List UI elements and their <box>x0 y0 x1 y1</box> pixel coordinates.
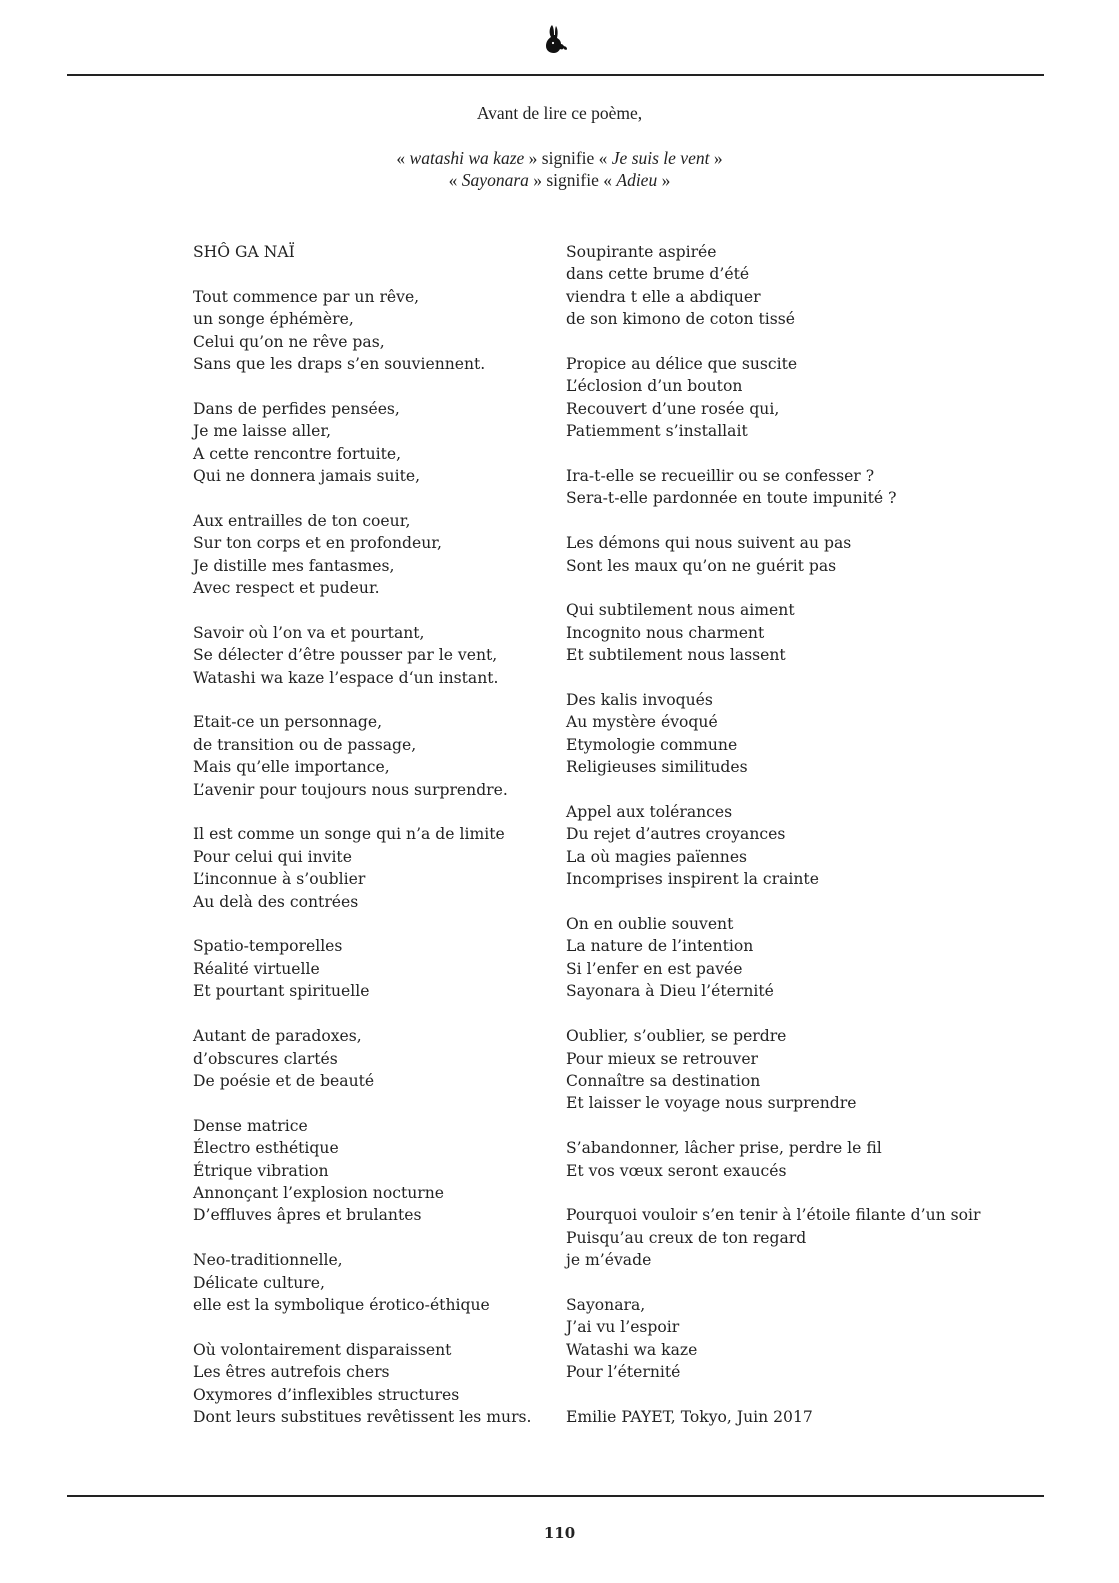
poem-line: Oublier, s’oublier, se perdre <box>566 1027 787 1046</box>
poem-line: Des kalis invoqués <box>566 691 713 710</box>
stanza <box>566 1204 1036 1271</box>
stanza <box>566 532 1036 577</box>
poem-line: De poésie et de beauté <box>193 1071 375 1090</box>
poem-line: S’abandonner, lâcher prise, perdre le fil <box>566 1139 882 1158</box>
poem-line: Etymologie commune <box>566 735 738 754</box>
poem-line: Sur ton corps et en profondeur, <box>193 534 442 553</box>
poem-line: SHÔ GA NAÏ <box>193 243 295 261</box>
poem-line: Etait-ce un personnage, <box>193 713 383 732</box>
stanza <box>566 1025 1036 1115</box>
poem-line: Sayonara à Dieu l’éternité <box>566 982 774 1001</box>
poem-line: Sans que les draps s’en souviennent. <box>193 355 486 374</box>
intro-line-3 <box>0 169 1119 191</box>
stanza <box>193 823 613 913</box>
poem-line: Électro esthétique <box>193 1139 339 1158</box>
poem-line: je m’évade <box>566 1251 652 1270</box>
poem-line: Emilie PAYET, Tokyo, Juin 2017 <box>566 1407 813 1426</box>
signifie-text: » signifie « <box>524 148 612 168</box>
poem-line: Et laisser le voyage nous surprendre <box>566 1094 857 1113</box>
poem-line: Religieuses similitudes <box>566 758 748 777</box>
poem-line: Si l’enfer en est pavée <box>566 959 743 978</box>
stanza <box>566 801 1036 891</box>
stanza <box>193 711 613 801</box>
french-meaning: Je suis le vent <box>611 148 710 168</box>
poem-line: Soupirante aspirée <box>566 243 717 261</box>
poem-line: Watashi wa kaze l’espace d‘un instant. <box>193 668 499 687</box>
poem-line: Les êtres autrefois chers <box>193 1363 390 1382</box>
poem-line: Patiemment s’installait <box>566 422 748 441</box>
poem-line: Du rejet d’autres croyances <box>566 825 786 844</box>
poem-line: Spatio-temporelles <box>193 937 343 956</box>
poem-line: Où volontairement disparaissent <box>193 1340 452 1359</box>
poem-line: Celui qu’on ne rêve pas, <box>193 332 385 351</box>
poem-line: Je me laisse aller, <box>193 422 332 441</box>
poem-line: Connaître sa destination <box>566 1071 761 1090</box>
poem-line: Autant de paradoxes, <box>193 1027 362 1046</box>
poem-line: Incomprises inspirent la crainte <box>566 870 819 889</box>
quote-open: « <box>396 148 410 168</box>
stanza <box>193 1249 613 1316</box>
quote-open: « <box>448 170 462 190</box>
stanza <box>193 622 613 689</box>
poem-line: Savoir où l’on va et pourtant, <box>193 623 425 642</box>
poem-line: Sayonara, <box>566 1295 646 1314</box>
stanza <box>193 1339 613 1429</box>
bunny-head-icon <box>543 24 569 54</box>
poem-line: L’éclosion d’un bouton <box>566 377 743 396</box>
poem-line: Sera-t-elle pardonnée en toute impunité ? <box>566 489 897 508</box>
poem-line: Ira-t-elle se recueillir ou se confesser ? <box>566 467 875 486</box>
french-meaning: Adieu <box>616 170 658 190</box>
intro-heading: Avant de lire ce poème, <box>476 103 643 123</box>
poem-line: Au delà des contrées <box>193 892 359 911</box>
poem-line: Au mystère évoqué <box>566 713 718 732</box>
stanza <box>566 689 1036 779</box>
quote-close: » <box>657 170 671 190</box>
stanza <box>566 599 1036 666</box>
poem-line: Avec respect et pudeur. <box>193 579 380 598</box>
poem-line: Annonçant l’explosion nocturne <box>193 1183 444 1202</box>
stanza <box>566 241 1036 331</box>
poem-line: Incognito nous charment <box>566 623 765 642</box>
poem-line: Et vos vœux seront exaucés <box>566 1161 787 1180</box>
poem-line: Pourquoi vouloir s’en tenir à l’étoile filante d’un soir <box>566 1206 981 1225</box>
poem-line: D’effluves âpres et brulantes <box>193 1206 422 1225</box>
poem-line: Dans de perfides pensées, <box>193 399 400 418</box>
poem-line: L’inconnue à s’oublier <box>193 870 366 889</box>
stanza <box>566 353 1036 443</box>
poem-line: Neo-traditionnelle, <box>193 1251 343 1270</box>
intro-line-2 <box>0 147 1119 169</box>
poem-line: Dense matrice <box>193 1116 308 1135</box>
stanza <box>193 1025 613 1092</box>
stanza <box>193 510 613 600</box>
poem-line: Sont les maux qu’on ne guérit pas <box>566 556 837 575</box>
poem-line: Watashi wa kaze <box>566 1340 698 1359</box>
poem-line: Propice au délice que suscite <box>566 355 798 374</box>
poem-line: Pour celui qui invite <box>193 847 352 866</box>
poem-line: un songe éphémère, <box>193 310 354 329</box>
japanese-phrase: watashi wa kaze <box>409 148 525 168</box>
page-number: 110 <box>543 1524 576 1542</box>
stanza <box>193 935 613 1002</box>
poem-line: Appel aux tolérances <box>566 803 733 822</box>
poem-line: viendra t elle a abdiquer <box>566 287 761 306</box>
quote-close: » <box>709 148 723 168</box>
poem-line: Recouvert d’une rosée qui, <box>566 399 780 418</box>
stanza <box>193 241 613 263</box>
poem-line: Pour mieux se retrouver <box>566 1049 759 1068</box>
poem-line: La où magies païennes <box>566 847 748 866</box>
poem-line: Les démons qui nous suivent au pas <box>566 534 852 553</box>
poem-line: d’obscures clartés <box>193 1049 338 1068</box>
signifie-text: » signifie « <box>528 170 617 190</box>
poem-line: On en oublie souvent <box>566 915 734 934</box>
stanza <box>566 465 1036 510</box>
stanza <box>566 1406 1036 1428</box>
poem-line: Mais qu’elle importance, <box>193 758 390 777</box>
poem-line: Tout commence par un rêve, <box>193 287 420 306</box>
poem-line: Je distille mes fantasmes, <box>193 556 395 575</box>
poem-line: Qui ne donnera jamais suite, <box>193 467 421 486</box>
poem-line: de transition ou de passage, <box>193 735 417 754</box>
poem-line: La nature de l’intention <box>566 937 754 956</box>
stanza <box>193 1115 613 1227</box>
poem-line: Aux entrailles de ton coeur, <box>193 511 411 530</box>
poem-line: J’ai vu l’espoir <box>566 1318 680 1337</box>
poem-line: Puisqu’au creux de ton regard <box>566 1228 807 1247</box>
poem-line: Et subtilement nous lassent <box>566 646 786 665</box>
poem-line: de son kimono de coton tissé <box>566 310 795 329</box>
poem-line: Il est comme un songe qui n’a de limite <box>193 825 505 844</box>
intro-line-1 <box>0 102 1119 124</box>
stanza <box>566 1137 1036 1182</box>
poem-line: dans cette brume d’été <box>566 265 750 284</box>
stanza <box>566 1294 1036 1384</box>
footer-rule <box>67 1495 1044 1497</box>
poem-column-right <box>566 241 1036 1428</box>
poem-line: Et pourtant spirituelle <box>193 982 370 1001</box>
poem-line: Délicate culture, <box>193 1273 325 1292</box>
poem-line: Dont leurs substitues revêtissent les murs. <box>193 1407 532 1426</box>
poem-line: elle est la symbolique érotico-éthique <box>193 1295 490 1314</box>
stanza <box>193 286 613 376</box>
poem-line: Se délecter d’être pousser par le vent, <box>193 646 498 665</box>
poem-line: Oxymores d’inflexibles structures <box>193 1385 460 1404</box>
header-rule <box>67 74 1044 76</box>
poem-column-left <box>193 241 613 1428</box>
poem-line: L’avenir pour toujours nous surprendre. <box>193 780 508 799</box>
poem-line: Réalité virtuelle <box>193 959 320 978</box>
poem-line: Qui subtilement nous aiment <box>566 601 795 620</box>
poem-line: Étrique vibration <box>193 1161 329 1180</box>
stanza <box>193 398 613 488</box>
poem-line: A cette rencontre fortuite, <box>193 444 402 463</box>
japanese-phrase: Sayonara <box>461 170 529 190</box>
stanza <box>566 913 1036 1003</box>
poem-line: Pour l’éternité <box>566 1363 681 1382</box>
